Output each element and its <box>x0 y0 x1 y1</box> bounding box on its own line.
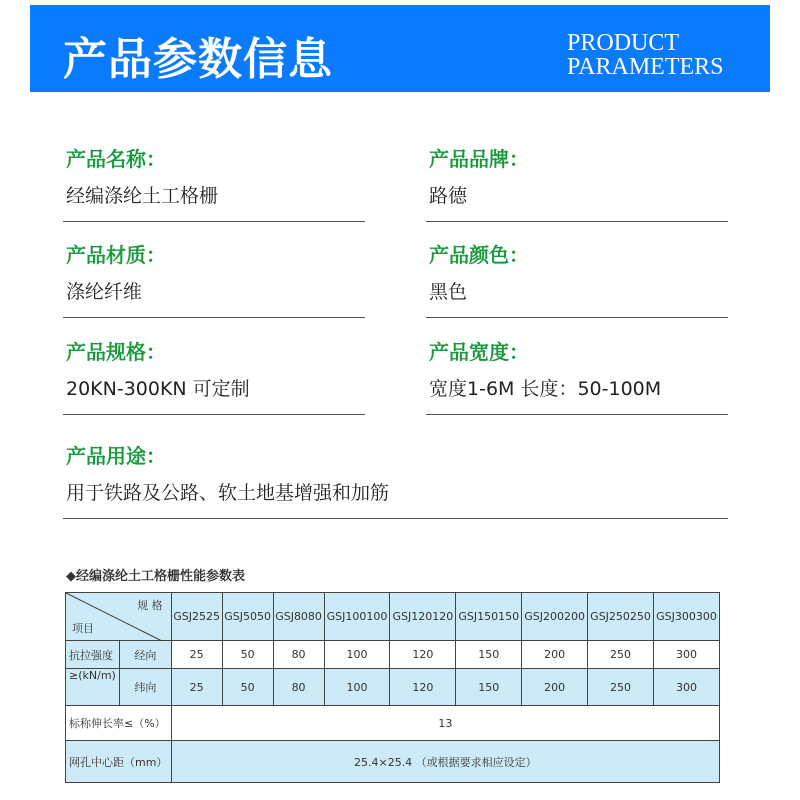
mesh-label: 网孔中心距（mm） <box>66 741 172 783</box>
field-label: 产品宽度： <box>429 340 529 364</box>
header-banner <box>30 5 770 92</box>
table-cell: 250 <box>588 669 654 706</box>
page-title-en <box>567 31 724 79</box>
field-label: 产品规格： <box>66 340 166 364</box>
page-title: 产品参数信息 <box>63 34 333 85</box>
parameters-table <box>65 592 720 783</box>
field-value: 20KN-300KN 可定制 <box>66 378 250 400</box>
table-title: ◆经编涤纶土工格栅性能参数表 <box>66 569 245 584</box>
model-header: GSJ8080 <box>273 593 324 641</box>
field-label: 产品用途： <box>66 444 166 468</box>
field-value: 涤纶纤维 <box>66 281 143 303</box>
elongation-label: 标称伸长率≤（%） <box>66 706 172 741</box>
model-header: GSJ5050 <box>222 593 273 641</box>
field-brand <box>426 143 728 222</box>
table-cell: 80 <box>273 669 324 706</box>
table-cell: 50 <box>222 669 273 706</box>
model-header: GSJ120120 <box>390 593 456 641</box>
mesh-value: 25.4×25.4 （或根据要求相应设定） <box>171 741 719 783</box>
table-header-row <box>66 593 720 641</box>
field-spec <box>63 336 365 415</box>
table-cell: 200 <box>522 669 588 706</box>
field-label: 产品名称： <box>66 147 166 171</box>
table-cell: 25 <box>171 669 222 706</box>
weft-label: 纬向 <box>120 669 172 706</box>
field-usage <box>63 440 728 519</box>
elongation-value: 13 <box>171 706 719 741</box>
table-row-weft <box>66 669 720 706</box>
table-cell: 300 <box>654 641 720 669</box>
model-header: GSJ300300 <box>654 593 720 641</box>
field-label: 产品品牌： <box>429 147 529 171</box>
strength-label: 抗拉强度 <box>66 641 120 669</box>
field-width <box>426 336 728 415</box>
corner-top: 规 格 <box>137 599 163 612</box>
table-cell: 25 <box>171 641 222 669</box>
table-row-mesh <box>66 741 720 783</box>
model-header: GSJ2525 <box>171 593 222 641</box>
table-row-elongation <box>66 706 720 741</box>
table-cell: 80 <box>273 641 324 669</box>
table-cell: 50 <box>222 641 273 669</box>
en-line1: PRODUCT <box>567 30 680 56</box>
model-header: GSJ200200 <box>522 593 588 641</box>
model-header: GSJ100100 <box>324 593 390 641</box>
field-label: 产品颜色： <box>429 243 529 267</box>
table-cell: 100 <box>324 669 390 706</box>
table-cell: 300 <box>654 669 720 706</box>
table-cell: 250 <box>588 641 654 669</box>
field-product-name <box>63 143 365 222</box>
strength-unit: ≥(kN/m) <box>66 669 120 706</box>
field-material <box>63 239 365 318</box>
table-cell: 150 <box>456 669 522 706</box>
table-cell: 120 <box>390 641 456 669</box>
field-value: 路德 <box>429 185 468 207</box>
field-value: 用于铁路及公路、软土地基增强和加筋 <box>66 482 390 504</box>
field-value: 黑色 <box>429 281 468 303</box>
field-value: 经编涤纶土工格栅 <box>66 185 219 207</box>
field-color <box>426 239 728 318</box>
table-row-warp <box>66 641 720 669</box>
table-cell: 200 <box>522 641 588 669</box>
field-value: 宽度1-6M 长度：50-100M <box>429 378 662 400</box>
table-cell: 100 <box>324 641 390 669</box>
corner-cell <box>66 593 172 641</box>
table-cell: 120 <box>390 669 456 706</box>
warp-label: 经向 <box>120 641 172 669</box>
en-line2: PARAMETERS <box>567 54 724 80</box>
field-label: 产品材质： <box>66 243 166 267</box>
model-header: GSJ150150 <box>456 593 522 641</box>
corner-bottom: 项目 <box>72 622 94 635</box>
table-cell: 150 <box>456 641 522 669</box>
model-header: GSJ250250 <box>588 593 654 641</box>
